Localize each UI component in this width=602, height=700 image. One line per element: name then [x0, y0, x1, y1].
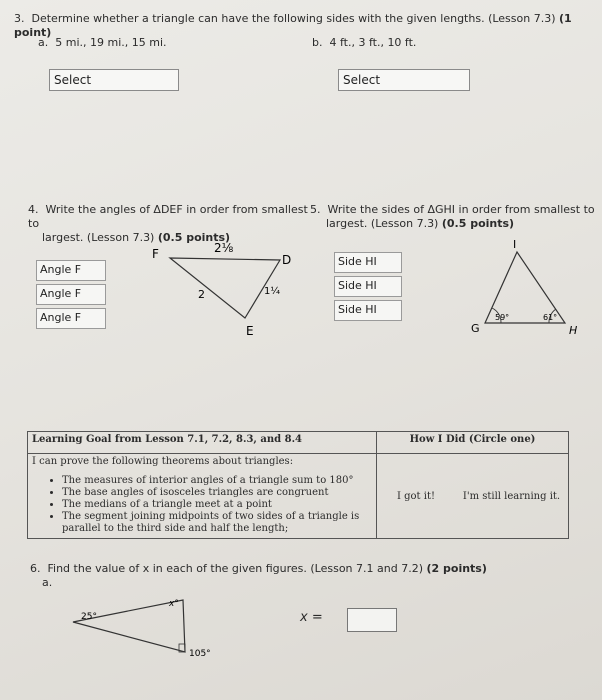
theorem-item: • The medians of a triangle meet at a point	[62, 499, 372, 511]
vertex-g-label: G	[471, 322, 480, 335]
angle-g-label: 59°	[495, 313, 510, 322]
side-de-label: 1¼	[264, 286, 281, 297]
vertex-f-label: F	[152, 247, 159, 261]
side-fe-label: 2	[198, 288, 205, 301]
angle-top-label: x°	[169, 599, 179, 609]
triangle-q6a-figure	[65, 592, 215, 662]
vertex-e-label: E	[246, 324, 254, 338]
learning-goal-intro: I can prove the following theorems about triangles:	[32, 456, 294, 467]
theorem-list	[32, 475, 372, 535]
how-i-did-header: How I Did (Circle one)	[377, 432, 569, 454]
learning-goal-header: Learning Goal from Lesson 7.1, 7.2, 8.3, and 8.4	[28, 432, 377, 454]
angle-bottom-label: 105°	[189, 649, 211, 659]
q4-dropdown-3[interactable]: Angle F	[36, 308, 106, 329]
q5-prompt: 5. Write the sides of ΔGHI in order from smallest to largest. (Lesson 7.3) (0.5 points)	[310, 203, 595, 230]
q5-dropdown-1[interactable]: Side HI	[334, 252, 402, 273]
learning-goal-body	[28, 454, 377, 539]
q3-select-a[interactable]: Select	[49, 69, 179, 91]
side-fd-label: 2⅛	[214, 241, 234, 255]
q3-prompt: 3. Determine whether a triangle can have the following sides with the given lengths. (Lesson 7.3) (1 point)	[14, 12, 572, 39]
answer-input[interactable]	[347, 608, 397, 632]
vertex-d-label: D	[282, 253, 292, 267]
vertex-h-label: H	[569, 324, 578, 337]
q4-prompt: 4. Write the angles of ΔDEF in order from smallest to largest. (Lesson 7.3) (0.5 points)	[28, 203, 308, 244]
angle-h-label: 61°	[543, 313, 558, 322]
triangle-ghi-figure	[465, 238, 585, 338]
q4-dropdown-1[interactable]: Angle F	[36, 260, 106, 281]
theorem-item: • The segment joining midpoints of two sides of a triangle is parallel to the third side and half the length;	[62, 511, 372, 535]
q3-part-b: b. 4 ft., 3 ft., 10 ft.	[312, 36, 417, 49]
option-got-it[interactable]: I got it!	[377, 454, 456, 539]
q5-dropdown-2[interactable]: Side HI	[334, 276, 402, 297]
option-still-learning[interactable]: I'm still learning it.	[455, 454, 569, 539]
q6-prompt: 6. Find the value of x in each of the given figures. (Lesson 7.1 and 7.2) (2 points)	[30, 562, 487, 575]
q6-part-a-label: a.	[42, 576, 53, 589]
angle-left-label: 25°	[81, 612, 97, 622]
vertex-i-label: I	[513, 238, 517, 251]
q3-part-a: a. 5 mi., 19 mi., 15 mi.	[38, 36, 167, 49]
theorem-item: • The base angles of isosceles triangles are congruent	[62, 487, 372, 499]
q3-select-b[interactable]: Select	[338, 69, 470, 91]
answer-label: x =	[300, 610, 323, 625]
learning-goal-table	[27, 431, 569, 539]
q4-dropdown-2[interactable]: Angle F	[36, 284, 106, 305]
triangle-def-figure	[140, 238, 300, 338]
theorem-item: • The measures of interior angles of a triangle sum to 180°	[62, 475, 372, 487]
q5-dropdown-3[interactable]: Side HI	[334, 300, 402, 321]
